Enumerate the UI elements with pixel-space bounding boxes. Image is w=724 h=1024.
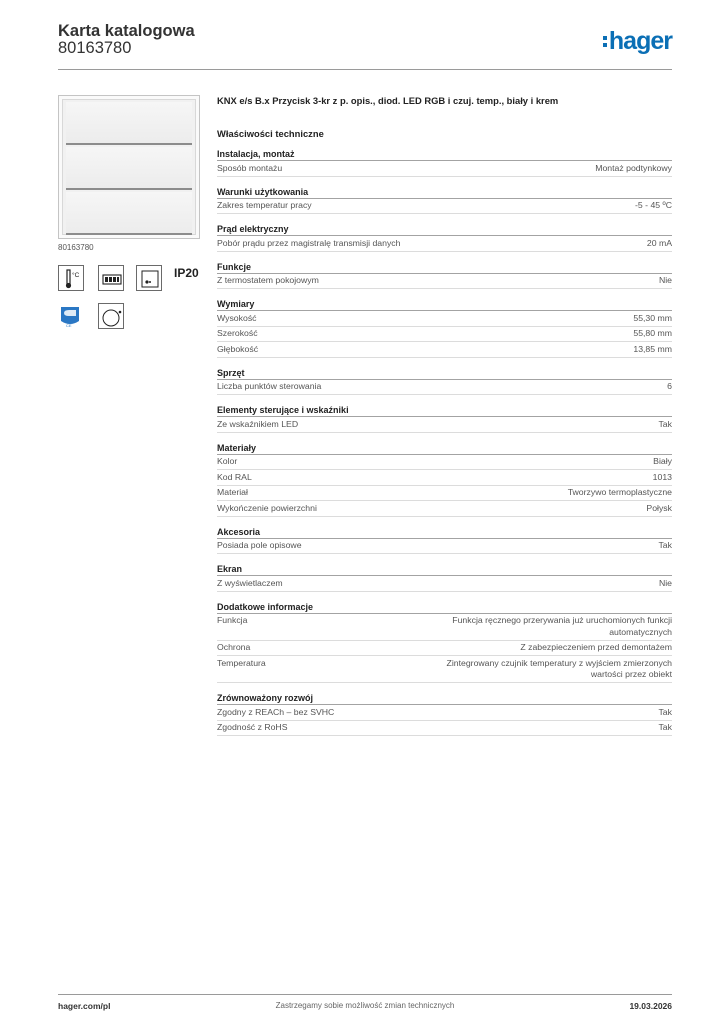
spec-value: Montaż podtynkowy <box>595 162 672 173</box>
footer-date: 19.03.2026 <box>629 1001 672 1011</box>
document-header <box>58 20 672 70</box>
spec-row <box>217 641 672 657</box>
spec-label: Sposób montażu <box>217 162 283 173</box>
spec-label: Ze wskaźnikiem LED <box>217 418 299 429</box>
spec-group <box>217 691 672 736</box>
document-footer <box>58 994 672 1014</box>
spec-value: Połysk <box>646 502 672 513</box>
spec-label: Funkcja <box>217 615 248 625</box>
spec-value: -5 - 45 ºC <box>635 200 672 210</box>
spec-value: Nie <box>658 577 672 588</box>
spec-label: Szerokość <box>217 328 258 338</box>
spec-group-title: Materiały <box>217 441 672 455</box>
spec-value: 1013 <box>652 471 672 482</box>
spec-row <box>217 236 672 252</box>
rocker-bottom <box>66 192 192 235</box>
spec-row <box>217 274 672 290</box>
spec-row <box>217 656 672 683</box>
spec-group-title: Sprzęt <box>217 366 672 380</box>
rocker-top <box>66 102 192 145</box>
spec-group <box>217 403 672 433</box>
sensor-icon <box>98 303 124 329</box>
spec-row <box>217 380 672 396</box>
spec-label: Temperatura <box>217 657 266 668</box>
spec-value: Tak <box>658 722 672 732</box>
temperature-icon <box>58 265 84 291</box>
rocker-middle <box>66 147 192 190</box>
section-title: Właściwości techniczne <box>217 128 324 139</box>
spec-label: Pobór prądu przez magistralę transmisji danych <box>217 237 401 248</box>
spec-group-title: Prąd elektryczny <box>217 222 672 236</box>
spec-value: Funkcja ręcznego przerywania już uruchomionych funkcji automatycznych <box>452 615 672 637</box>
spec-value: Nie <box>658 275 672 285</box>
spec-value: 13,85 mm <box>633 343 672 354</box>
catalog-number: 80163780 <box>58 39 132 57</box>
spec-group <box>217 222 672 252</box>
spec-row <box>217 705 672 721</box>
spec-group <box>217 147 672 177</box>
spec-label: Kolor <box>217 456 238 466</box>
spec-value: Z zabezpieczeniem przed demontażem <box>520 642 672 652</box>
spec-group <box>217 297 672 358</box>
spec-row <box>217 501 672 517</box>
product-title: KNX e/s B.x Przycisk 3-kr z p. opis., diod. LED RGB i czuj. temp., biały i krem <box>217 95 559 106</box>
spec-label: Zakres temperatur pracy <box>217 200 312 210</box>
spec-group <box>217 260 672 290</box>
spec-row <box>217 342 672 358</box>
spec-row <box>217 327 672 343</box>
spec-value: Tak <box>658 418 672 429</box>
spec-label: Materiał <box>217 487 248 497</box>
image-caption: 80163780 <box>58 243 94 252</box>
product-image <box>58 95 200 239</box>
spec-group <box>217 600 672 684</box>
spec-group-title: Warunki użytkowania <box>217 185 672 199</box>
spec-group-title: Dodatkowe informacje <box>217 600 672 614</box>
spec-row <box>217 470 672 486</box>
spec-group <box>217 562 672 592</box>
spec-value: 55,80 mm <box>633 328 672 338</box>
spec-label: Kod RAL <box>217 471 252 482</box>
spec-label: Z wyświetlaczem <box>217 577 283 588</box>
spec-group-title: Elementy sterujące i wskaźniki <box>217 403 672 417</box>
spec-value: Biały <box>653 456 672 466</box>
ce-conformity-icon <box>58 303 84 329</box>
specification-area <box>217 94 672 736</box>
spec-value: Tak <box>658 540 672 550</box>
spec-group-title: Funkcje <box>217 260 672 274</box>
spec-row <box>217 455 672 471</box>
spec-row <box>217 614 672 641</box>
spec-row <box>217 199 672 215</box>
spec-group-title: Zrównoważony rozwój <box>217 691 672 705</box>
spec-group-title: Ekran <box>217 562 672 576</box>
spec-group <box>217 366 672 396</box>
knx-device-icon <box>98 265 124 291</box>
svg-text:CE: CE <box>66 323 72 328</box>
spec-row <box>217 721 672 737</box>
spec-label: Ochrona <box>217 642 251 652</box>
spec-label: Zgodność z RoHS <box>217 722 288 732</box>
spec-row <box>217 417 672 433</box>
document-title: Karta katalogowa <box>58 22 195 40</box>
logo-dots-icon <box>603 36 607 47</box>
spec-value: Tworzywo termoplastyczne <box>567 487 672 497</box>
flush-mount-icon <box>136 265 162 291</box>
spec-row <box>217 539 672 555</box>
spec-group-title: Wymiary <box>217 297 672 311</box>
hager-logo <box>603 28 672 54</box>
spec-value: 6 <box>667 381 672 391</box>
spec-value: Zintegrowany czujnik temperatury z wyjściem zmierzonych wartości przez obiekt <box>446 657 672 679</box>
spec-group <box>217 185 672 215</box>
spec-label: Liczba punktów sterowania <box>217 381 322 391</box>
spec-group <box>217 441 672 517</box>
spec-label: Z termostatem pokojowym <box>217 275 319 285</box>
footer-disclaimer: Zastrzegamy sobie możliwość zmian technicznych <box>275 1001 455 1010</box>
spec-label: Głębokość <box>217 343 259 354</box>
footer-website: hager.com/pl <box>58 1001 111 1011</box>
spec-value: Tak <box>658 706 672 717</box>
svg-text:°C: °C <box>72 272 80 279</box>
spec-group-title: Akcesoria <box>217 525 672 539</box>
spec-group <box>217 525 672 555</box>
spec-row <box>217 486 672 502</box>
spec-row <box>217 161 672 177</box>
spec-value: 55,30 mm <box>633 312 672 323</box>
spec-label: Posiada pole opisowe <box>217 540 302 550</box>
spec-row <box>217 576 672 592</box>
spec-groups <box>217 147 672 736</box>
ip20-badge: IP20 <box>174 266 199 280</box>
logo-text: hager <box>608 27 672 55</box>
spec-row <box>217 311 672 327</box>
spec-label: Wykończenie powierzchni <box>217 502 317 513</box>
spec-group-title: Instalacja, montaż <box>217 147 672 161</box>
spec-value: 20 mA <box>646 237 672 248</box>
spec-label: Wysokość <box>217 312 257 323</box>
spec-label: Zgodny z REACh – bez SVHC <box>217 706 335 717</box>
